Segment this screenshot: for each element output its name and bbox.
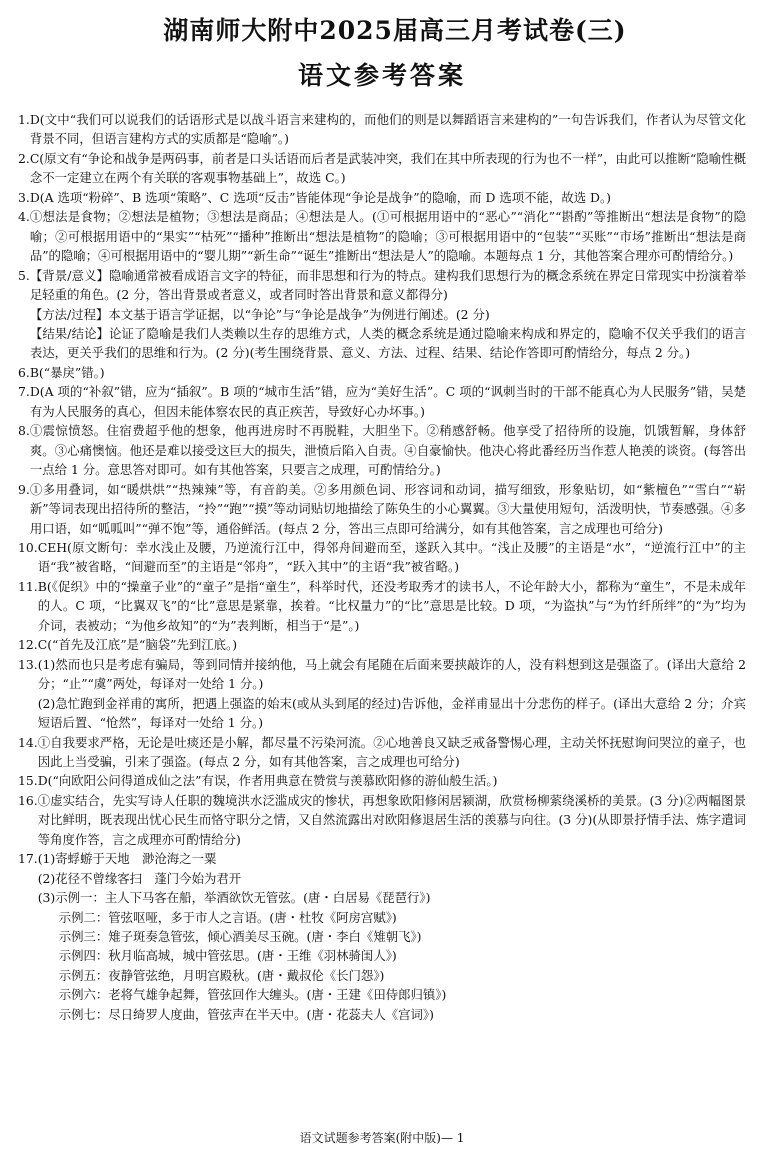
answer-text: D(“向欧阳公问得道成仙之法”有误，作者用典意在赞赏与羡慕欧阳修的游仙般生活。) — [37, 773, 498, 789]
answer-number: 17. — [18, 851, 38, 867]
answer-item — [18, 577, 746, 635]
answer-17-line: 示例七：尽日绮罗人度曲，管弦声在半天中。(唐・花蕊夫人《宫词》) — [58, 1006, 434, 1022]
answer-17-line: 示例二：管弦呕哑，多于市人之言语。(唐・杜牧《阿房宫赋》) — [58, 909, 397, 925]
answer-text: C(“首先及江底”是“脑袋”先到江底。) — [37, 637, 238, 653]
answer-item — [18, 149, 746, 188]
answer-text: C(原文有“争论和战争是两码事，前者是口头话语而后者是武装冲突，我们在其中所表现的行为也不一样”，由此可以推断“隐喻性概念不一定建立在两个有关联的客观事物基础上”，故选 C。) — [29, 150, 746, 186]
answer-text: ①想法是食物；②想法是植物；③想法是商品；④想法是人。(①可根据用语中的“恶心”“消化”“斟酌”等推断出“想法是食物”的隐喻；②可根据用语中的“果实”“枯死”“播种”推断出“想法是植物”的隐喻；③可根据用语中的“包装”“买账”“市场”推断出“想法是商品”的隐喻；④可根据用语中的“婴儿期”“新生命”“诞生”推断出“想法是人”的隐喻。本题每点 1 分，其他答案合理亦可酌情给分。) — [29, 209, 746, 264]
answer-17-line: 示例四：秋月临高城，城中管弦思。(唐・王维《羽林骑闺人》) — [58, 948, 397, 964]
answer-13-part2-text: (2)急忙跑到金祥甫的寓所，把遇上强盗的始末(或从头到尾的经过)告诉他，金祥甫显出十分悲伤的样子。(译出大意给 2 分；介宾短语后置、“怆然”，每译对一处给 1 分。) — [37, 695, 746, 731]
answer-text: D(A 项的“补叙”错，应为“插叙”。B 项的“城市生活”错，应为“美好生活”。C 项的“讽刺当时的干部不能真心为人民服务”错，吴楚有为人民服务的真心，但因未能体察农民的真正疾苦，导致好心办坏事。) — [29, 384, 746, 419]
answer-5-result: 【结果/结论】论证了隐喻是我们人类赖以生存的思维方式，人类的概念系统是通过隐喻来构成和界定的，隐喻不仅关乎我们的语言表达，更关乎我们的思维和行为。(2 分)(考生围绕背景、意义、方法、过程、结果、结论作答即可酌情给分，每点 2 分。) — [29, 325, 746, 361]
answer-number: 16. — [18, 792, 38, 808]
answer-17-line: (3)示例一：主人下马客在船，举酒欲饮无管弦。(唐・白居易《琵琶行》) — [37, 890, 431, 906]
answer-item — [18, 771, 746, 790]
answer-item-17 — [18, 849, 746, 1024]
answer-text: B(《促织》中的“操童子业”的“童子”是指“童生”，科举时代，还没考取秀才的读书人，不论年龄大小，都称为“童生”，不是未成年的人。C 项，“比翼双飞”的“比”意思是紧靠，挨着。“比权量力”的“比”意思是比较。D 项，“为盗执”与“为竹纤所绊”的“为”均为介词，表被动；“为他乡故知”的“为”表判断，相当于“是”。) — [37, 578, 746, 633]
answer-number: 8. — [18, 423, 30, 439]
answer-text: CEH(原文断句：幸水浅止及腰，乃逆流行江中，得邻舟间避而至，遂跃入其中。“浅止及腰”的主语是“水”，“逆流行江中”的主语“我”被省略，“间避而至”的主语是“邻舟”，“跃入其中”的主语“我”被省略。) — [37, 539, 746, 575]
answer-number: 5. — [18, 267, 30, 283]
answer-17-line: 示例五：夜静管弦绝，月明宫殿秋。(唐・戴叔伦《长门怨》) — [58, 967, 385, 983]
answer-5-method: 【方法/过程】本文基于语言学证据，以“争论”与“争论是战争”为例进行阐述。(2 分) — [29, 306, 490, 322]
answer-item — [18, 421, 746, 479]
answer-number: 2. — [18, 150, 30, 166]
answer-17-lines — [38, 849, 746, 1024]
answer-text: B(“暴戾”错。) — [29, 364, 105, 380]
answer-number: 12. — [18, 637, 38, 653]
answer-subtitle: 语文参考答案 — [297, 61, 466, 90]
answer-text: ①虚实结合，先实写诗人任职的魏境洪水泛滥成灾的惨状，再想象欧阳修闲居颍湖，欣赏杨柳萦绕溪桥的美景。(3 分)②两幅图景对比鲜明，既表现出忧心民生而恪守职分之情，又自然流露出对欧阳修退居生活的羡慕与向往。(3 分)(从即景抒情手法、炼字遣词等角度作答，言之成理亦可酌情给分) — [37, 792, 746, 847]
answer-item — [18, 207, 746, 265]
answer-text: D(A 选项“粉碎”、B 选项“策略”、C 选项“反击”皆能体现“争论是战争”的隐喻，而 D 选项不能，故选 D。) — [29, 189, 612, 205]
answer-17-line: 示例六：老将气雄争起舞，管弦回作大缠头。(唐・王建《田侍郎归镇》) — [58, 987, 447, 1003]
page-footer: 语文试题参考答案(附中版)— 1 — [299, 1131, 465, 1145]
answer-item — [18, 791, 746, 849]
answer-item — [18, 538, 746, 577]
answer-number: 4. — [18, 209, 30, 225]
answer-item — [18, 733, 746, 772]
answer-number: 14. — [18, 734, 38, 750]
answer-number: 10. — [18, 539, 38, 555]
answer-number: 3. — [18, 189, 30, 205]
answer-number: 15. — [18, 773, 38, 789]
answer-item — [18, 110, 746, 149]
answer-text: D(文中“我们可以说我们的话语形式是以战斗语言来建构的，而他们的则是以舞蹈语言来建构的”一句告诉我们，作者认为尽管文化背景不同，但语言建构方式的实质都是“隐喻”。) — [29, 112, 746, 147]
answer-17-line: (1)寄蜉蝣于天地 渺沧海之一粟 — [37, 851, 217, 867]
answer-number: 1. — [18, 112, 30, 127]
answer-number: 6. — [18, 364, 30, 380]
answer-text: ①震惊愤怒。住宿费超乎他的想象，他再进房时不再脱鞋，大胆坐下。②稍感舒畅。他享受了招待所的设施，饥饿暂解，身体舒爽。③心痛懊恼。他还是难以接受这巨大的损失，泄愤后陷入自责。④自豪愉快。他决心将此番经历当作惹人艳羡的谈资。(每答出一点给 1 分。意思答对即可。如有其他答案，只要言之成理，可酌情给分。) — [29, 423, 746, 478]
answer-number: 13. — [18, 656, 38, 672]
exam-title: 湖南师大附中2025届高三月考试卷(三) — [163, 16, 627, 45]
answer-17-line: 示例三：雉子斑奏急管弦，倾心酒美尽玉碗。(唐・李白《雉朝飞》) — [58, 929, 422, 945]
answer-item — [18, 363, 746, 382]
answer-number: 11. — [18, 578, 38, 594]
answer-number: 9. — [18, 481, 30, 497]
answer-text: ①自我要求严格，无论是吐痰还是小解，都尽量不污染河流。②心地善良又缺乏戒备警惕心理，主动关怀抚慰询问哭泣的童子，也因此上当受骗，引来了强盗。(每点 2 分，如有其他答案，言之成理也可给分) — [37, 734, 746, 769]
answer-17-line: (2)花径不曾缘客扫 蓬门今始为君开 — [37, 870, 242, 886]
answer-item — [18, 635, 746, 654]
answer-item-13-part2 — [18, 694, 746, 733]
answer-list — [18, 110, 746, 1024]
answer-item-5 — [18, 266, 746, 363]
answer-text: ①多用叠词，如“暖烘烘”“热辣辣”等，有音韵美。②多用颜色词、形容词和动词，描写细致，形象贴切，如“紫檀色”“雪白”“崭新”等词表现出招待所的整洁，“拎”“跑”“摸”等动词贴切地描绘了陈奂生的小心翼翼。③大量使用短句，活泼明快，节奏感强。④多用口语，如“呱呱叫”“弹不饱”等，通俗鲜活。(每点 2 分，答出三点即可给满分，如有其他答案，言之成理也可给分) — [29, 481, 746, 536]
answer-text: (1)然而也只是考虑有骗局，等到同情并接纳他，马上就会有尾随在后面来要挟敲诈的人，没有料想到这是强盗了。(译出大意给 2 分；“止”“虞”两处，每译对一处给 1 分。) — [37, 656, 746, 692]
answer-item — [18, 480, 746, 538]
answer-item — [18, 382, 746, 421]
answer-number: 7. — [18, 384, 30, 400]
answer-item — [18, 655, 746, 694]
answer-item — [18, 188, 746, 207]
answer-5-background: 【背景/意义】隐喻通常被看成语言文字的特征，而非思想和行为的特点。建构我们思想行为的概念系统在界定日常现实中扮演着举足轻重的角色。(2 分，答出背景或者意义，或者同时答出背景和意义都得分) — [29, 267, 746, 303]
